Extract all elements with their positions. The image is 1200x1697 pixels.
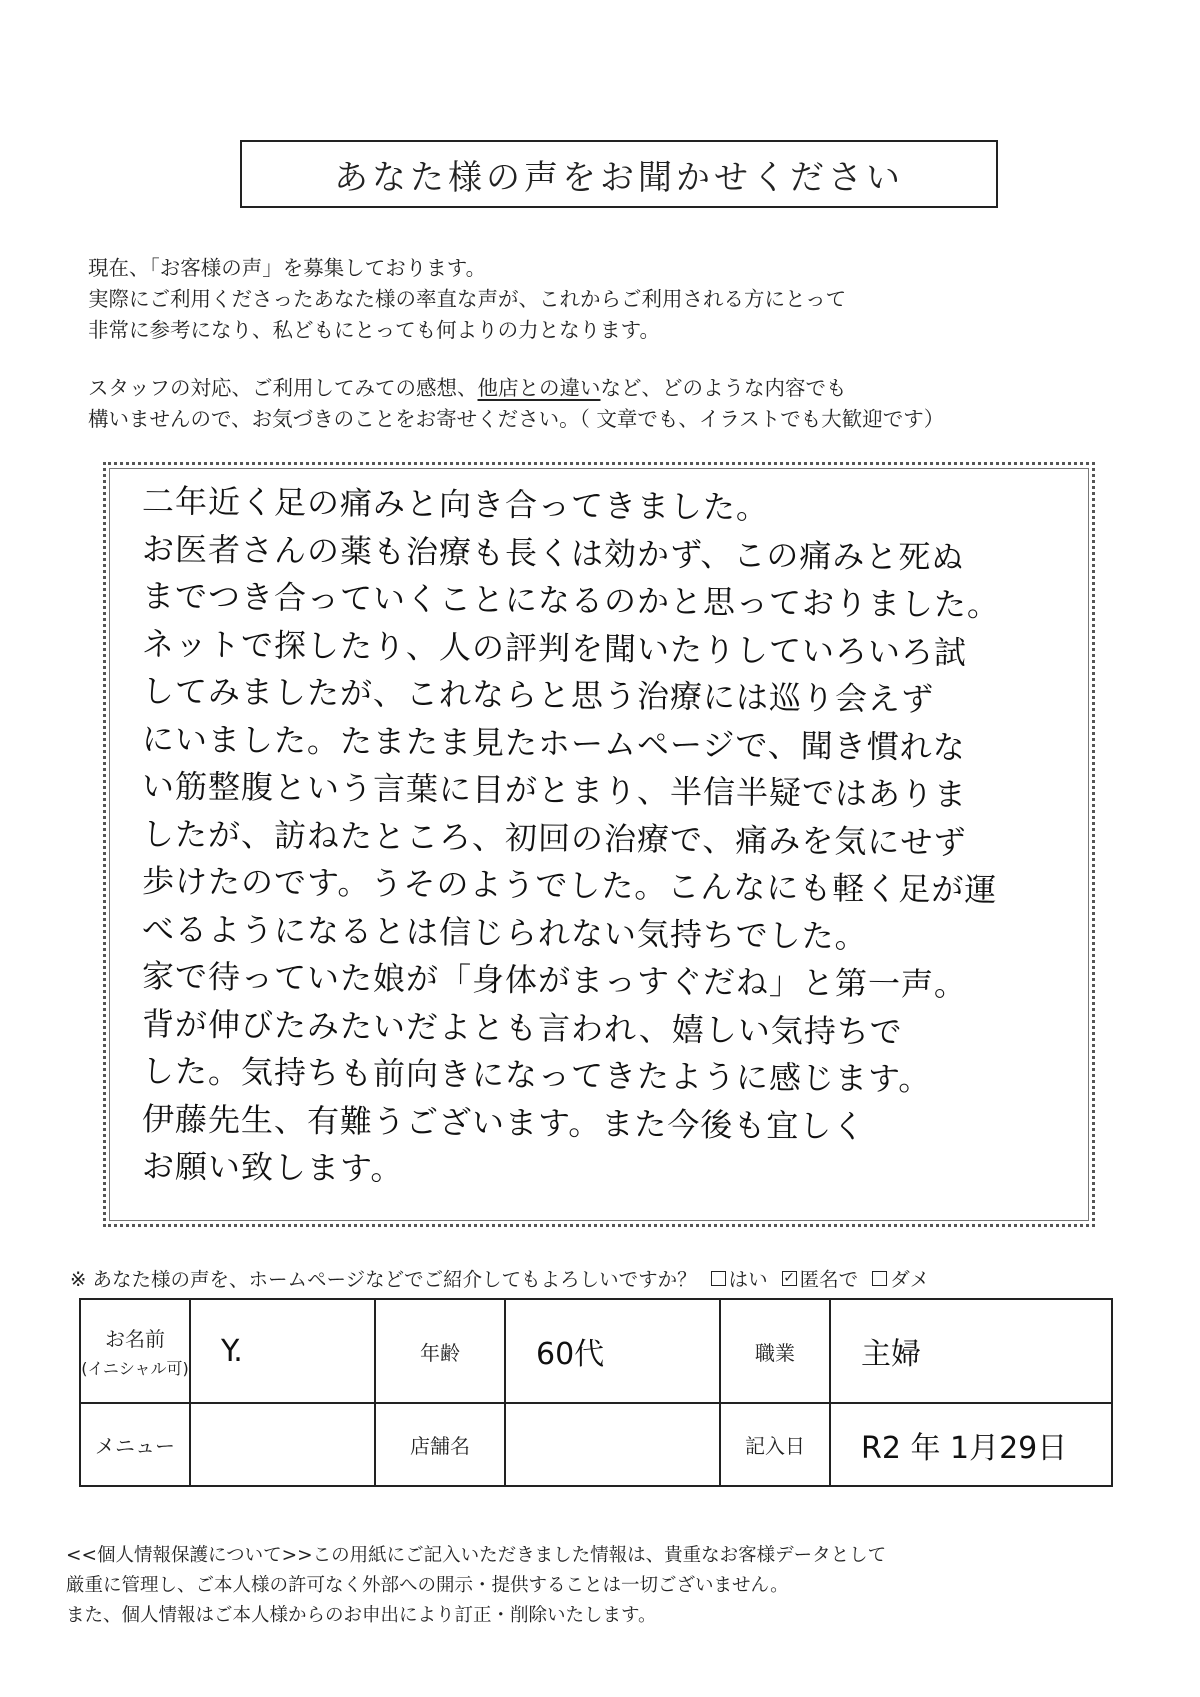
option-label: はい xyxy=(728,1268,768,1291)
handwritten-comment xyxy=(142,478,1082,1191)
store-label: 店舗名 xyxy=(375,1403,505,1486)
option-label: 匿名で xyxy=(799,1268,859,1291)
checkbox-yes[interactable] xyxy=(711,1271,726,1286)
form-title: あなた様の声をお聞かせください xyxy=(334,157,904,198)
comment-line: 家で待っていた娘が「身体がまっすぐだね」と第一声。 xyxy=(141,957,968,1004)
consent-row xyxy=(70,1264,929,1292)
menu-value[interactable] xyxy=(190,1403,375,1486)
intro-paragraph-2 xyxy=(88,373,944,435)
footer-line: また、個人情報はご本人様からのお申出により訂正・削除いたします。 xyxy=(66,1605,657,1626)
job-label: 職業 xyxy=(720,1299,830,1403)
intro-underlined-text: 他店との違い xyxy=(477,376,601,400)
age-label: 年齢 xyxy=(375,1299,505,1403)
comment-line: お願い致します。 xyxy=(141,1147,404,1188)
consent-option-yes[interactable] xyxy=(711,1264,768,1292)
comment-line: 伊藤先生、有難うございます。また今後も宜しく xyxy=(141,1099,866,1146)
comment-line: までつき合っていくことになるのかと思っておりました。 xyxy=(141,577,1001,624)
store-value[interactable] xyxy=(505,1403,720,1486)
comment-line: べるようになるとは信じられない気持ちでした。 xyxy=(141,909,868,956)
privacy-footer xyxy=(66,1541,886,1631)
footer-line: 厳重に管理し、ご本人様の許可なく外部への開示・提供することは一切ございません。 xyxy=(66,1575,789,1596)
check-mark-icon: ✓ xyxy=(783,1269,796,1286)
option-label: ダメ xyxy=(890,1268,930,1291)
comment-line: してみましたが、これならと思う治療には巡り会えず xyxy=(141,672,935,719)
comment-line: ネットで探したり、人の評判を聞いたりしていろいろ試 xyxy=(141,624,968,672)
intro-line: 実際にご利用くださったあなた様の率直な声が、これからご利用される方にとって xyxy=(88,287,847,311)
consent-question: ※ あなた様の声を、ホームページなどでご紹介してもよろしいですか？ xyxy=(70,1268,697,1291)
intro-paragraph-1 xyxy=(88,253,846,346)
consent-option-no[interactable] xyxy=(872,1264,929,1292)
info-table xyxy=(79,1298,1113,1487)
comment-line: した。気持ちも前向きになってきたように感じます。 xyxy=(141,1052,932,1099)
comment-line: お医者さんの薬も治療も長くは効かず、この痛みと死ぬ xyxy=(141,529,965,577)
checkbox-anonymous-checked[interactable] xyxy=(782,1271,797,1286)
intro-line xyxy=(88,373,944,404)
name-sublabel: (イニシャル可) xyxy=(81,1359,189,1379)
name-value[interactable]: Y. xyxy=(190,1299,375,1403)
comment-line: にいました。たまたま見たホームページで、聞き慣れな xyxy=(141,719,966,767)
info-row-1 xyxy=(80,1299,1112,1403)
info-row-2 xyxy=(80,1403,1112,1486)
intro-line: 非常に参考になり、私どもにとっても何よりの力となります。 xyxy=(88,318,660,342)
job-value[interactable]: 主婦 xyxy=(830,1299,1112,1403)
form-title-box xyxy=(240,140,998,208)
menu-label: メニュー xyxy=(80,1403,190,1486)
intro-line: 現在、「お客様の声」を募集しております。 xyxy=(88,256,487,280)
name-label-cell xyxy=(80,1299,190,1403)
date-value[interactable]: R2 年 1月29日 xyxy=(830,1403,1112,1486)
comment-line: したが、訪ねたところ、初回の治療で、痛みを気にせず xyxy=(141,814,967,862)
intro-text: スタッフの対応、ご利用してみての感想、 xyxy=(88,376,478,400)
comment-line: い筋整腹という言葉に目がとまり、半信半疑ではありま xyxy=(141,767,968,814)
comment-line: 二年近く足の痛みと向き合ってきました。 xyxy=(141,482,770,527)
comment-line: 背が伸びたみたいだよとも言われ、嬉しい気持ちで xyxy=(141,1004,903,1051)
checkbox-no[interactable] xyxy=(872,1271,887,1286)
intro-text: など、どのような内容でも xyxy=(600,376,847,400)
date-label: 記入日 xyxy=(720,1403,830,1486)
comment-line: 歩けたのです。うそのようでした。こんなにも軽く足が運 xyxy=(141,862,998,909)
footer-line: <<個人情報保護について>>この用紙にご記入いただきました情報は、貴重なお客様データとして xyxy=(66,1545,887,1566)
age-value[interactable]: 60代 xyxy=(505,1299,720,1403)
consent-option-anonymous[interactable] xyxy=(782,1264,859,1292)
intro-line: 構いませんので、お気づきのことをお寄せください。（ 文章でも、イラストでも大歓迎です） xyxy=(88,407,945,431)
name-label: お名前 xyxy=(105,1327,165,1352)
